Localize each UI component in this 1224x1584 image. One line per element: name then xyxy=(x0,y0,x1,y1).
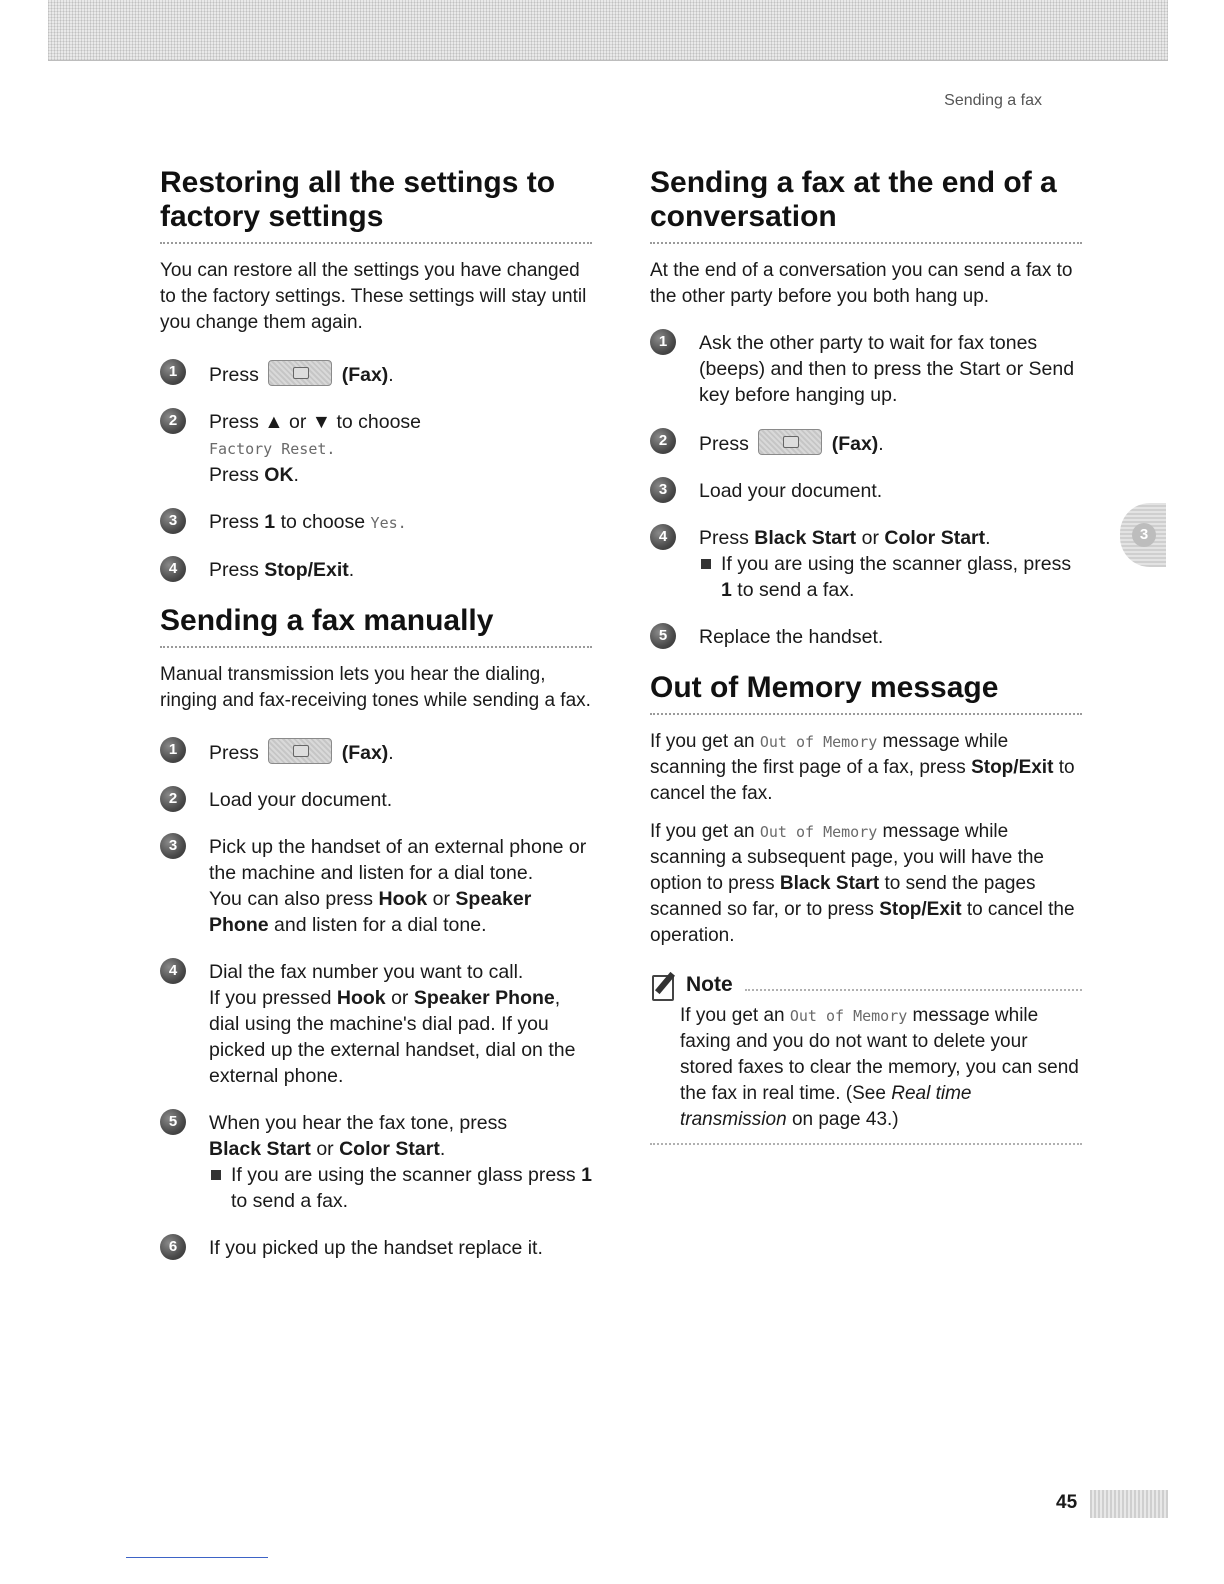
manual-step-6: 6 If you picked up the handset replace it. xyxy=(160,1235,592,1261)
step-number: 4 xyxy=(160,556,186,582)
restore-intro: You can restore all the settings you have changed to the factory settings. These settings will stay until you change them again. xyxy=(160,260,587,333)
memory-para-1: If you get an Out of Memory message while scanning the first page of a fax, press Stop/Exit to cancel the fax. xyxy=(650,731,1075,804)
step-number: 1 xyxy=(650,329,676,355)
step-number: 4 xyxy=(160,958,186,984)
memory-para-2: If you get an Out of Memory message while scanning a subsequent page, you will have the option to press Black Start to send the pages scanned so far, or to press Stop/Exit to cancel the operation. xyxy=(650,821,1075,946)
step-number: 3 xyxy=(160,508,186,534)
manual-step-1: 1 Press (Fax). xyxy=(160,738,592,766)
manual-step-5: 5 When you hear the fax tone, press Black Start or Color Start. If you are using the scanner glass press 1 to send a fax. xyxy=(160,1110,592,1214)
lcd-text: Out of Memory xyxy=(759,733,878,751)
footer-line xyxy=(126,1557,268,1558)
lcd-text: Out of Memory xyxy=(789,1007,908,1025)
restore-step-1: 1 Press (Fax). xyxy=(160,360,592,388)
page-number: 45 xyxy=(1056,1492,1078,1513)
conversation-step-1: 1 Ask the other party to wait for fax tones (beeps) and then to press the Start or Send key before hanging up. xyxy=(650,330,1082,408)
step-number: 2 xyxy=(160,786,186,812)
note-title: Note xyxy=(686,973,733,996)
conversation-step-4: 4 Press Black Start or Color Start. If you are using the scanner glass, press 1 to send a fax. xyxy=(650,525,1082,603)
lcd-text: Factory Reset xyxy=(209,440,327,458)
title-rule xyxy=(160,646,592,648)
conversation-intro: At the end of a conversation you can send a fax to the other party before you both hang up. xyxy=(650,260,1073,307)
running-head: Sending a fax xyxy=(944,92,1042,109)
step-number: 6 xyxy=(160,1234,186,1260)
title-rule xyxy=(650,713,1082,715)
page-number-tab xyxy=(1090,1490,1168,1518)
square-bullet-icon xyxy=(701,559,711,569)
conversation-step-3: 3 Load your document. xyxy=(650,478,1082,504)
manual-step-3: 3 Pick up the handset of an external phone or the machine and listen for a dial tone. You can also press Hook or Speaker Phone and listen for a dial tone. xyxy=(160,834,592,938)
cross-reference-link[interactable]: Real time transmission xyxy=(680,1083,972,1130)
manual-step-4: 4 Dial the fax number you want to call. If you pressed Hook or Speaker Phone, dial using the machine's dial pad. If you picked up the external handset, dial on the external phone. xyxy=(160,959,592,1089)
step-number: 5 xyxy=(160,1109,186,1135)
conversation-step-2: 2 Press (Fax). xyxy=(650,429,1082,457)
fax-key-icon xyxy=(268,738,332,764)
conversation-step-5: 5 Replace the handset. xyxy=(650,624,1082,650)
chapter-number: 3 xyxy=(1132,523,1156,547)
lcd-text: Out of Memory xyxy=(759,823,878,841)
note-rule xyxy=(745,989,1082,991)
restore-step-2: 2 Press ▲ or ▼ to choose Factory Reset. Press OK. xyxy=(160,409,592,488)
chapter-tab xyxy=(1120,503,1166,567)
lcd-text: Yes xyxy=(370,514,398,532)
manual-steps xyxy=(160,738,592,1261)
fax-key-icon xyxy=(758,429,822,455)
step-number: 1 xyxy=(160,737,186,763)
section-title-memory: Out of Memory message xyxy=(650,671,999,704)
restore-step-4: 4 Press Stop/Exit. xyxy=(160,557,592,583)
step-number: 2 xyxy=(650,428,676,454)
manual-intro: Manual transmission lets you hear the dialing, ringing and fax-receiving tones while sending a fax. xyxy=(160,664,591,711)
sub-bullet: If you are using the scanner glass, press 1 to send a fax. xyxy=(699,551,1082,603)
left-column xyxy=(160,166,592,1282)
right-column xyxy=(650,166,1082,1145)
note-header xyxy=(650,971,1082,999)
restore-steps xyxy=(160,360,592,583)
title-rule xyxy=(650,242,1082,244)
title-rule xyxy=(160,242,592,244)
step-number: 4 xyxy=(650,524,676,550)
square-bullet-icon xyxy=(211,1170,221,1180)
note-body: If you get an Out of Memory message while faxing and you do not want to delete your stored faxes to clear the memory, you can send the fax in real time. (See Real time transmission on page 43.) xyxy=(680,1005,1079,1130)
section-title-restore: Restoring all the settings to factory settings xyxy=(160,166,556,233)
header-band xyxy=(48,0,1168,61)
restore-step-3: 3 Press 1 to choose Yes. xyxy=(160,509,592,536)
note-pencil-icon xyxy=(650,971,680,999)
step-number: 2 xyxy=(160,408,186,434)
step-number: 3 xyxy=(650,477,676,503)
step-number: 3 xyxy=(160,833,186,859)
note-end-rule xyxy=(650,1143,1082,1145)
sub-bullet: If you are using the scanner glass press 1 to send a fax. xyxy=(209,1162,592,1214)
step-number: 5 xyxy=(650,623,676,649)
manual-step-2: 2 Load your document. xyxy=(160,787,592,813)
section-title-conversation: Sending a fax at the end of a conversation xyxy=(650,166,1057,233)
fax-key-icon xyxy=(268,360,332,386)
conversation-steps xyxy=(650,330,1082,650)
section-title-manual: Sending a fax manually xyxy=(160,604,494,637)
step-number: 1 xyxy=(160,359,186,385)
